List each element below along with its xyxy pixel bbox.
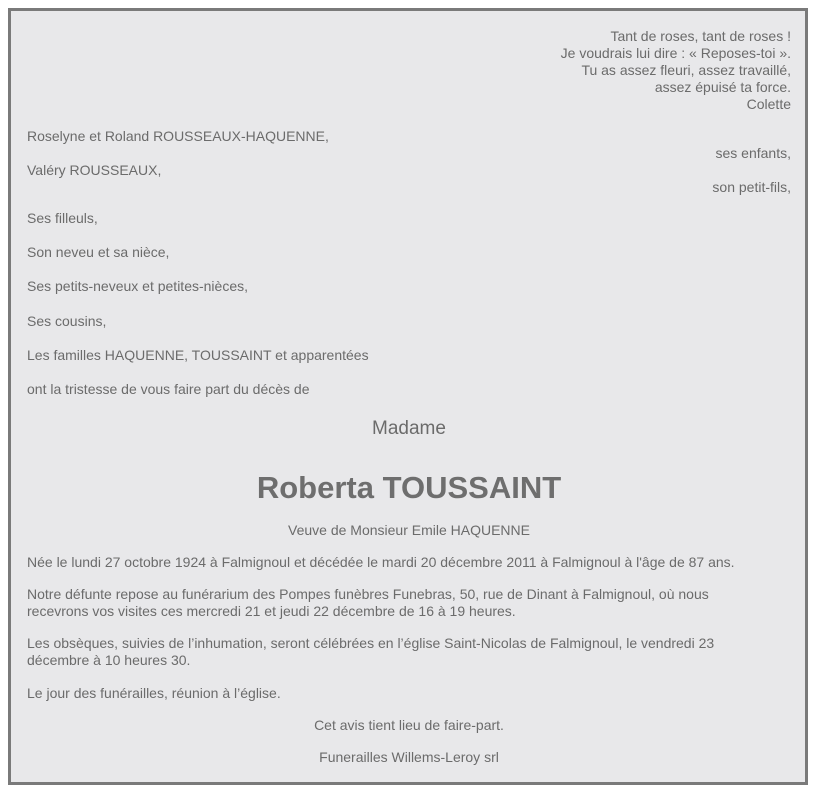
- poem-quote: [561, 28, 791, 113]
- grandnephews: Ses petits-neveux et petites-nièces,: [27, 278, 249, 294]
- children-role: ses enfants,: [715, 145, 791, 161]
- grandson-name: Valéry ROUSSEAUX,: [27, 162, 162, 178]
- funeral-home: Funerailles Willems-Leroy srl: [319, 749, 499, 765]
- godchildren: Ses filleuls,: [27, 210, 98, 226]
- poem-line: Je voudrais lui dire : « Reposes-toi ».: [560, 45, 791, 61]
- notice: Cet avis tient lieu de faire-part.: [314, 717, 504, 733]
- birth-death: Née le lundi 27 octobre 1924 à Falmignoul et décédée le mardi 20 décembre 2011 à Falmignoul à l'âge de 87 ans.: [27, 554, 735, 570]
- cousins: Ses cousins,: [27, 313, 107, 329]
- grandson-role: son petit-fils,: [712, 179, 791, 195]
- children-names: Roselyne et Roland ROUSSEAUX-HAQUENNE,: [27, 128, 329, 144]
- families: Les familles HAQUENNE, TOUSSAINT et apparentées: [27, 347, 369, 363]
- announcement: ont la tristesse de vous faire part du décès de: [27, 381, 310, 397]
- honorific: Madame: [372, 418, 446, 439]
- poem-author: Colette: [746, 96, 791, 112]
- deceased-name: Roberta TOUSSAINT: [256, 470, 562, 505]
- visitation-info: Notre défunte repose au funérarium des Pompes funèbres Funebras, 50, rue de Dinant à Falmignoul, où nous recevrons vos visites ces mercredi 21 et jeudi 22 décembre de 16 à 19 heures.: [27, 586, 709, 619]
- poem-line: assez épuisé ta force.: [654, 79, 791, 95]
- poem-line: Tu as assez fleuri, assez travaillé,: [581, 62, 791, 78]
- widow-of: Veuve de Monsieur Emile HAQUENNE: [288, 522, 530, 538]
- funeral-info: Les obsèques, suivies de l’inhumation, seront célébrées en l’église Saint-Nicolas de Falmignoul, le vendredi 23 décembre à 10 heures 30.: [27, 635, 715, 668]
- meeting-info: Le jour des funérailles, réunion à l’église.: [27, 685, 281, 701]
- obituary-card: [8, 8, 808, 785]
- nephew-niece: Son neveu et sa nièce,: [27, 244, 170, 260]
- poem-line: Tant de roses, tant de roses !: [610, 28, 791, 44]
